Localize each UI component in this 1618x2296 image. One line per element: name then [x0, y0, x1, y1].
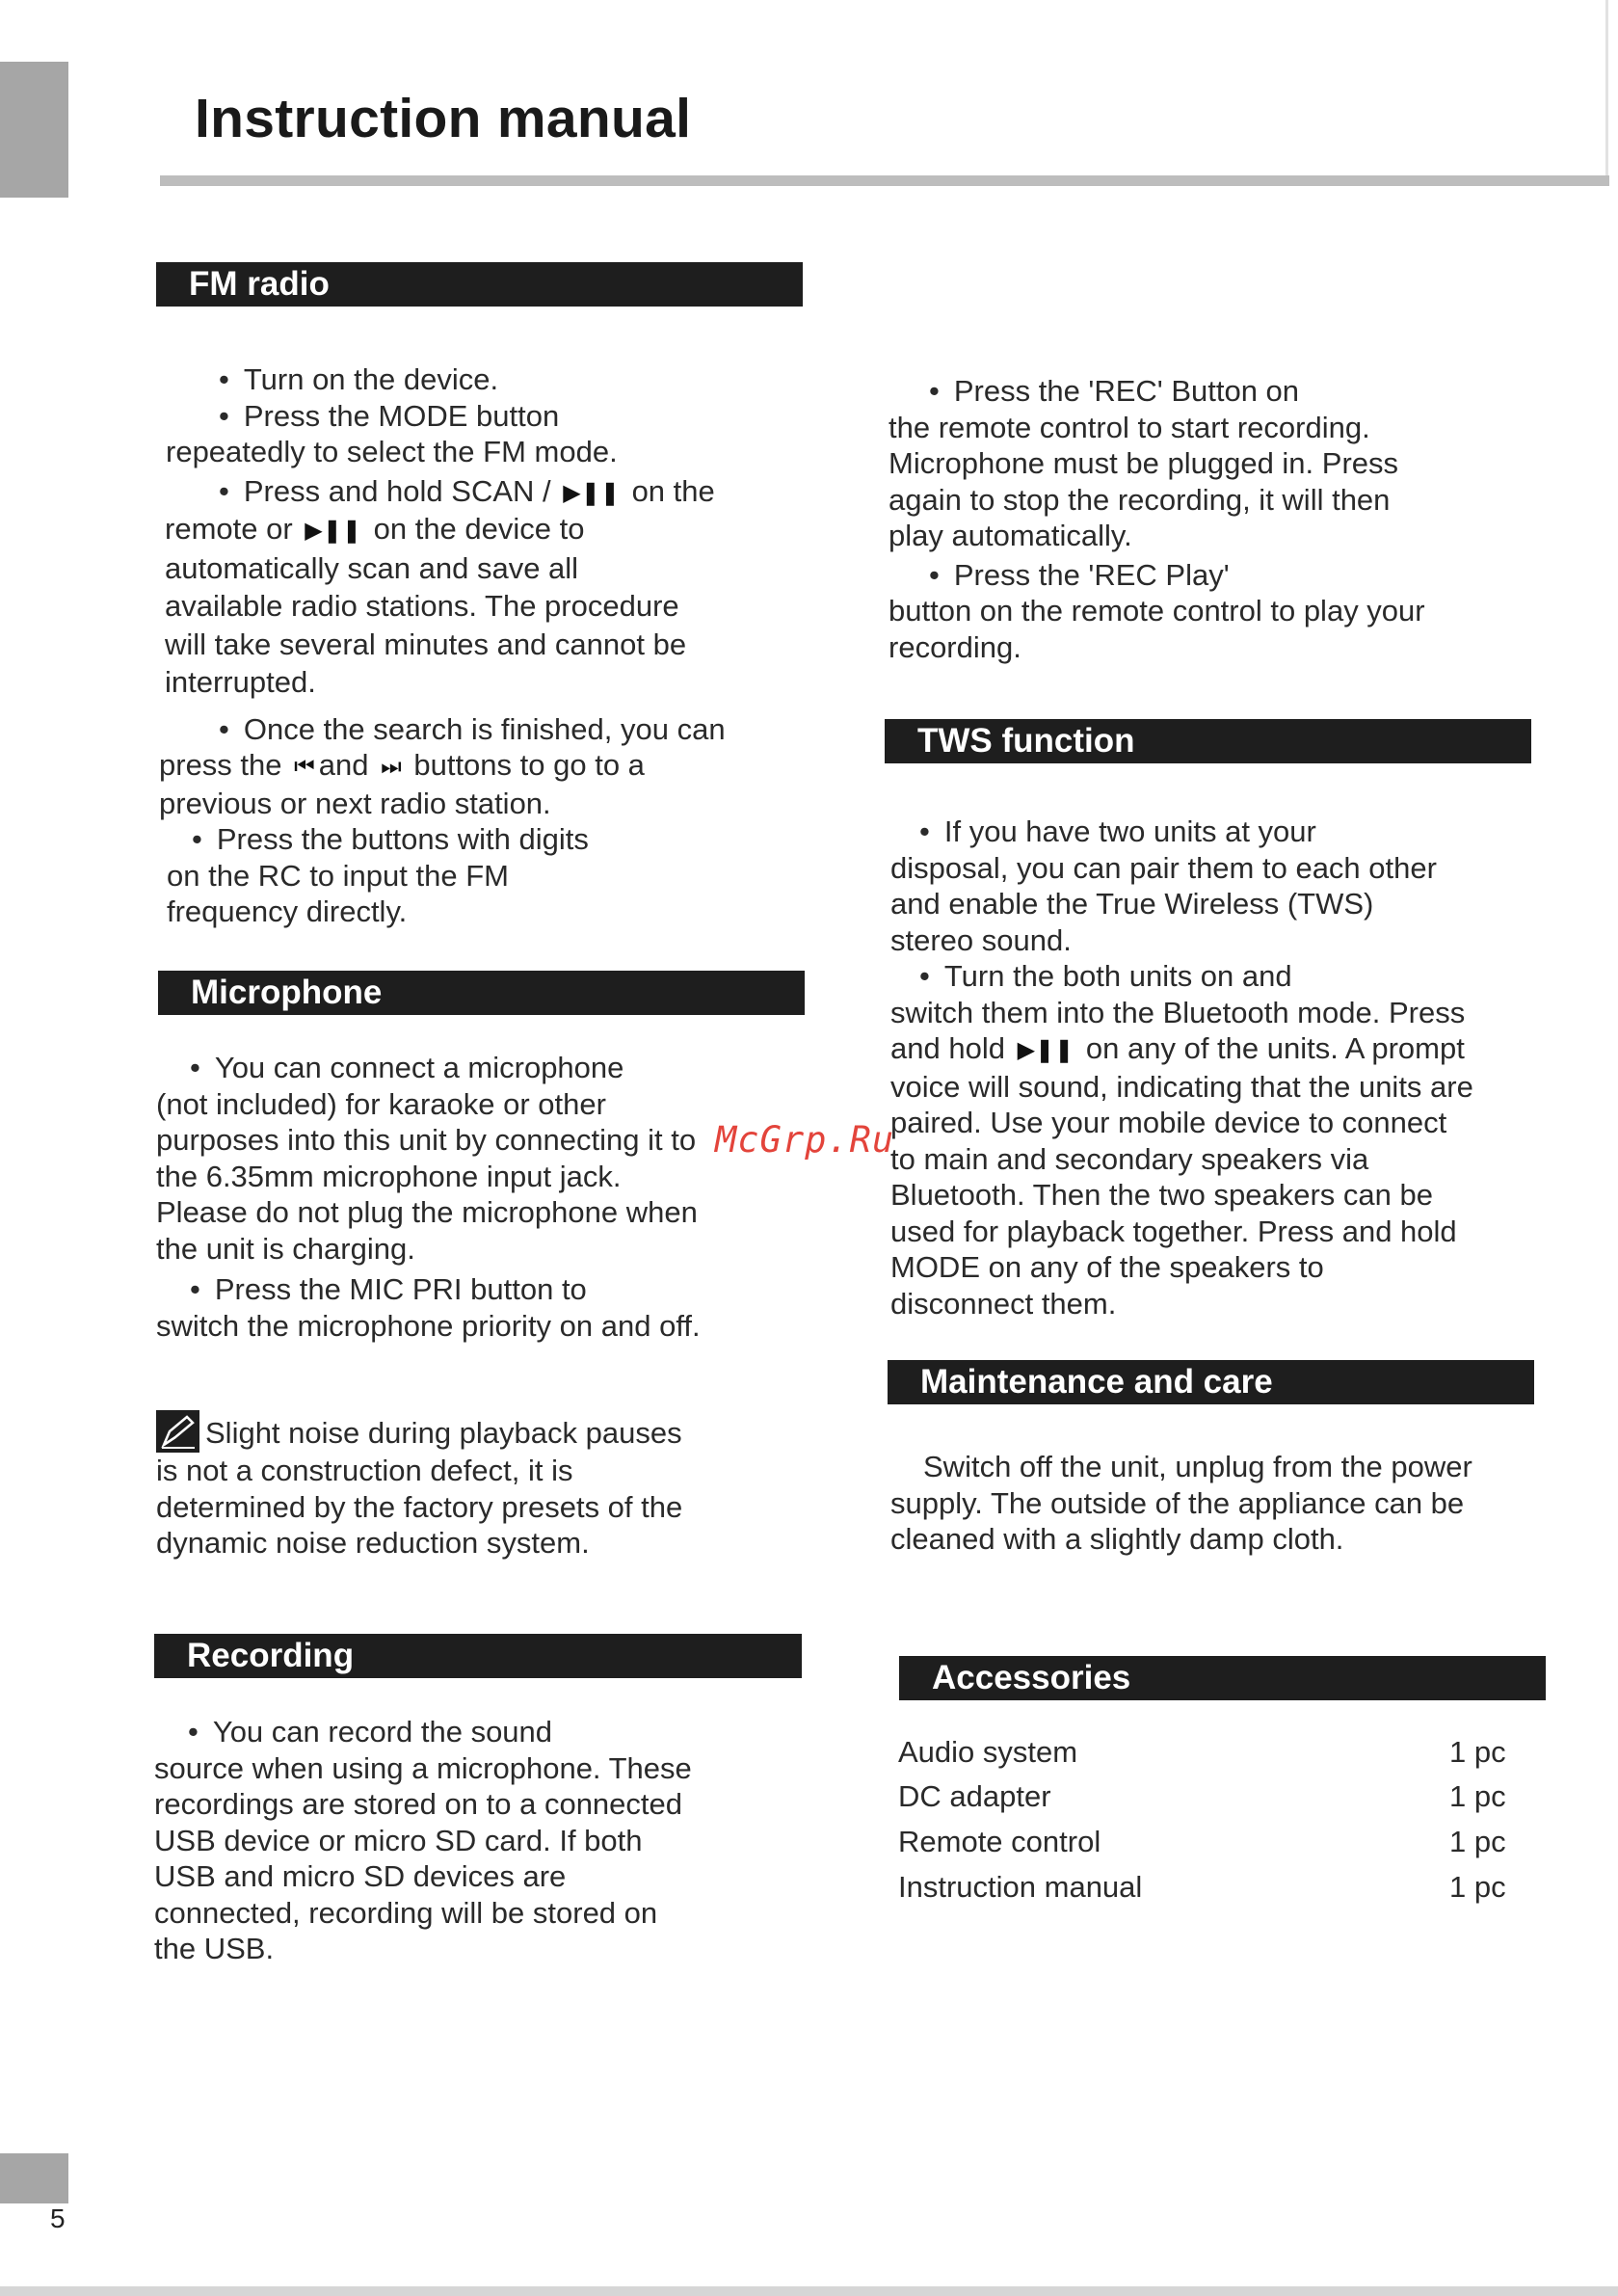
rec-line: the remote control to start recording.: [889, 410, 1370, 444]
tws-line: switch them into the Bluetooth mode. Press: [890, 995, 1466, 1029]
maintenance-text: [890, 1449, 1565, 1558]
care-line: Switch off the unit, unplug from the power: [923, 1450, 1472, 1483]
tws-line: used for playback together. Press and hold: [890, 1214, 1457, 1248]
accessory-name: DC adapter: [898, 1779, 1051, 1813]
tws-line: Bluetooth. Then the two speakers can be: [890, 1178, 1433, 1213]
rec-line: the USB.: [154, 1932, 275, 1965]
tws-line: voice will sound, indicating that the units are: [890, 1069, 1473, 1104]
fm-radio-heading: FM radio: [156, 262, 803, 307]
accessory-row: [898, 1779, 1515, 1814]
mic-bullet-1: • You can connect a microphone: [156, 1050, 821, 1086]
play-pause-icon: ▶❚❚: [305, 518, 361, 545]
mic-line: (not included) for karaoke or other: [156, 1086, 606, 1121]
rec-line: play automatically.: [889, 519, 1132, 552]
mic-line: the 6.35mm microphone input jack.: [156, 1159, 622, 1193]
recording-heading: Recording: [154, 1634, 802, 1678]
tws-bullet-2: • Turn the both units on and: [890, 958, 1584, 995]
care-line: supply. The outside of the appliance can be: [890, 1485, 1465, 1520]
fm-line: automatically scan and save all: [165, 550, 579, 585]
accessory-qty: 1 pc: [1449, 1779, 1506, 1813]
care-line: cleaned with a slightly damp cloth.: [890, 1522, 1344, 1556]
microphone-text: [156, 1050, 821, 1344]
tws-line: disconnect them.: [890, 1286, 1117, 1321]
fm-text: buttons to go to a: [413, 748, 645, 783]
tws-line: paired. Use your mobile device to connect: [890, 1106, 1447, 1140]
play-pause-icon: ▶❚❚: [563, 479, 620, 506]
fm-bullet-3: [159, 473, 795, 512]
microphone-heading: Microphone: [158, 971, 805, 1015]
tws-line: stereo sound.: [890, 922, 1072, 957]
fm-line: previous or next radio station.: [159, 786, 551, 820]
rec-line: button on the remote control to play your: [889, 594, 1425, 627]
fm-text: Press and hold SCAN /: [243, 473, 551, 508]
page-number: 5: [50, 2203, 66, 2233]
fm-text: and: [318, 748, 369, 783]
watermark: McGrp.Ru: [715, 1119, 895, 1161]
skip-forward-icon: ⏭: [381, 754, 402, 781]
skip-back-icon: ⏮: [294, 754, 315, 781]
rec-line: again to stop the recording, it will then: [889, 482, 1391, 517]
title-rule: [160, 175, 1609, 186]
tws-text-span: and hold: [890, 1031, 1005, 1065]
rec-bullet-1: • You can record the sound: [154, 1714, 809, 1750]
accessory-row: [898, 1870, 1515, 1905]
mic-line: switch the microphone priority on and off.: [156, 1308, 701, 1343]
tws-line: disposal, you can pair them to each other: [890, 850, 1437, 885]
fm-bullet-1: • Turn on the device.: [159, 361, 795, 398]
accessory-row: [898, 1825, 1515, 1859]
fm-line: [159, 511, 795, 549]
rec-bullet-3: • Press the 'REC Play': [889, 557, 1563, 594]
rec-line: source when using a microphone. These: [154, 1750, 692, 1785]
recording-text: [154, 1714, 809, 1967]
fm-line: will take several minutes and cannot be: [165, 627, 687, 661]
fm-line: interrupted.: [165, 665, 316, 700]
mic-line: the unit is charging.: [156, 1231, 415, 1266]
mic-bullet-2: • Press the MIC PRI button to: [156, 1271, 821, 1308]
mic-line: Please do not plug the microphone when: [156, 1195, 698, 1229]
rec-line: USB and micro SD devices are: [154, 1859, 567, 1893]
tws-text-span: on any of the units. A prompt: [1085, 1031, 1465, 1065]
note-line: is not a construction defect, it is: [156, 1454, 573, 1487]
rec-line: Microphone must be plugged in. Press: [889, 446, 1399, 480]
bottom-strip: [0, 2286, 1618, 2296]
accessory-name: Instruction manual: [898, 1870, 1143, 1904]
fm-text: press the: [159, 748, 282, 783]
fm-bullet-5: • Press the buttons with digits: [159, 821, 795, 858]
accessories-heading: Accessories: [899, 1656, 1546, 1700]
fm-radio-text: [159, 361, 795, 930]
note-line: [156, 1410, 821, 1453]
note-text: [156, 1410, 821, 1562]
accessory-name: Audio system: [898, 1735, 1078, 1769]
accessory-qty: 1 pc: [1449, 1870, 1506, 1904]
rec-line: connected, recording will be stored on: [154, 1895, 658, 1930]
recording-continued-text: [889, 373, 1563, 665]
rec-bullet-2: • Press the 'REC' Button on: [889, 373, 1563, 410]
tws-line: [890, 1030, 1584, 1069]
fm-bullet-4: • Once the search is finished, you can: [159, 711, 795, 748]
fm-line: frequency directly.: [167, 894, 408, 929]
tws-line: and enable the True Wireless (TWS): [890, 887, 1374, 921]
note-pen-icon: [156, 1410, 199, 1453]
accessory-name: Remote control: [898, 1825, 1101, 1858]
maintenance-heading: Maintenance and care: [888, 1360, 1534, 1404]
fm-line: on the RC to input the FM: [167, 858, 509, 893]
tws-line: MODE on any of the speakers to: [890, 1250, 1324, 1285]
tws-text: [890, 814, 1584, 1322]
fm-text: remote or: [165, 512, 293, 547]
rec-line: recording.: [889, 629, 1021, 664]
page-title: Instruction manual: [195, 88, 692, 149]
mic-line: purposes into this unit by connecting it to: [156, 1123, 697, 1157]
fm-line: [159, 747, 795, 786]
rec-line: USB device or micro SD card. If both: [154, 1823, 643, 1857]
accessories-list: [898, 1735, 1534, 1928]
fm-text: on the device to: [373, 512, 585, 547]
accessory-qty: 1 pc: [1449, 1825, 1506, 1858]
fm-line: available radio stations. The procedure: [165, 589, 679, 624]
tws-heading: TWS function: [885, 719, 1531, 763]
tws-line: to main and secondary speakers via: [890, 1141, 1369, 1176]
fm-line: repeatedly to select the FM mode.: [166, 435, 618, 468]
note-line: determined by the factory presets of the: [156, 1489, 683, 1524]
tws-bullet-1: • If you have two units at your: [890, 814, 1584, 850]
fm-text: on the: [631, 473, 715, 508]
page-tab-marker: [0, 62, 68, 198]
page-number-tab: [0, 2153, 68, 2203]
accessory-row: [898, 1735, 1515, 1770]
page-edge-line: [1605, 0, 1608, 175]
rec-line: recordings are stored on to a connected: [154, 1787, 683, 1821]
note-text-span: Slight noise during playback pauses: [205, 1416, 682, 1450]
note-line: dynamic noise reduction system.: [156, 1526, 590, 1560]
fm-bullet-2: • Press the MODE button: [159, 398, 795, 435]
accessory-qty: 1 pc: [1449, 1735, 1506, 1769]
play-pause-icon: ▶❚❚: [1017, 1037, 1074, 1064]
